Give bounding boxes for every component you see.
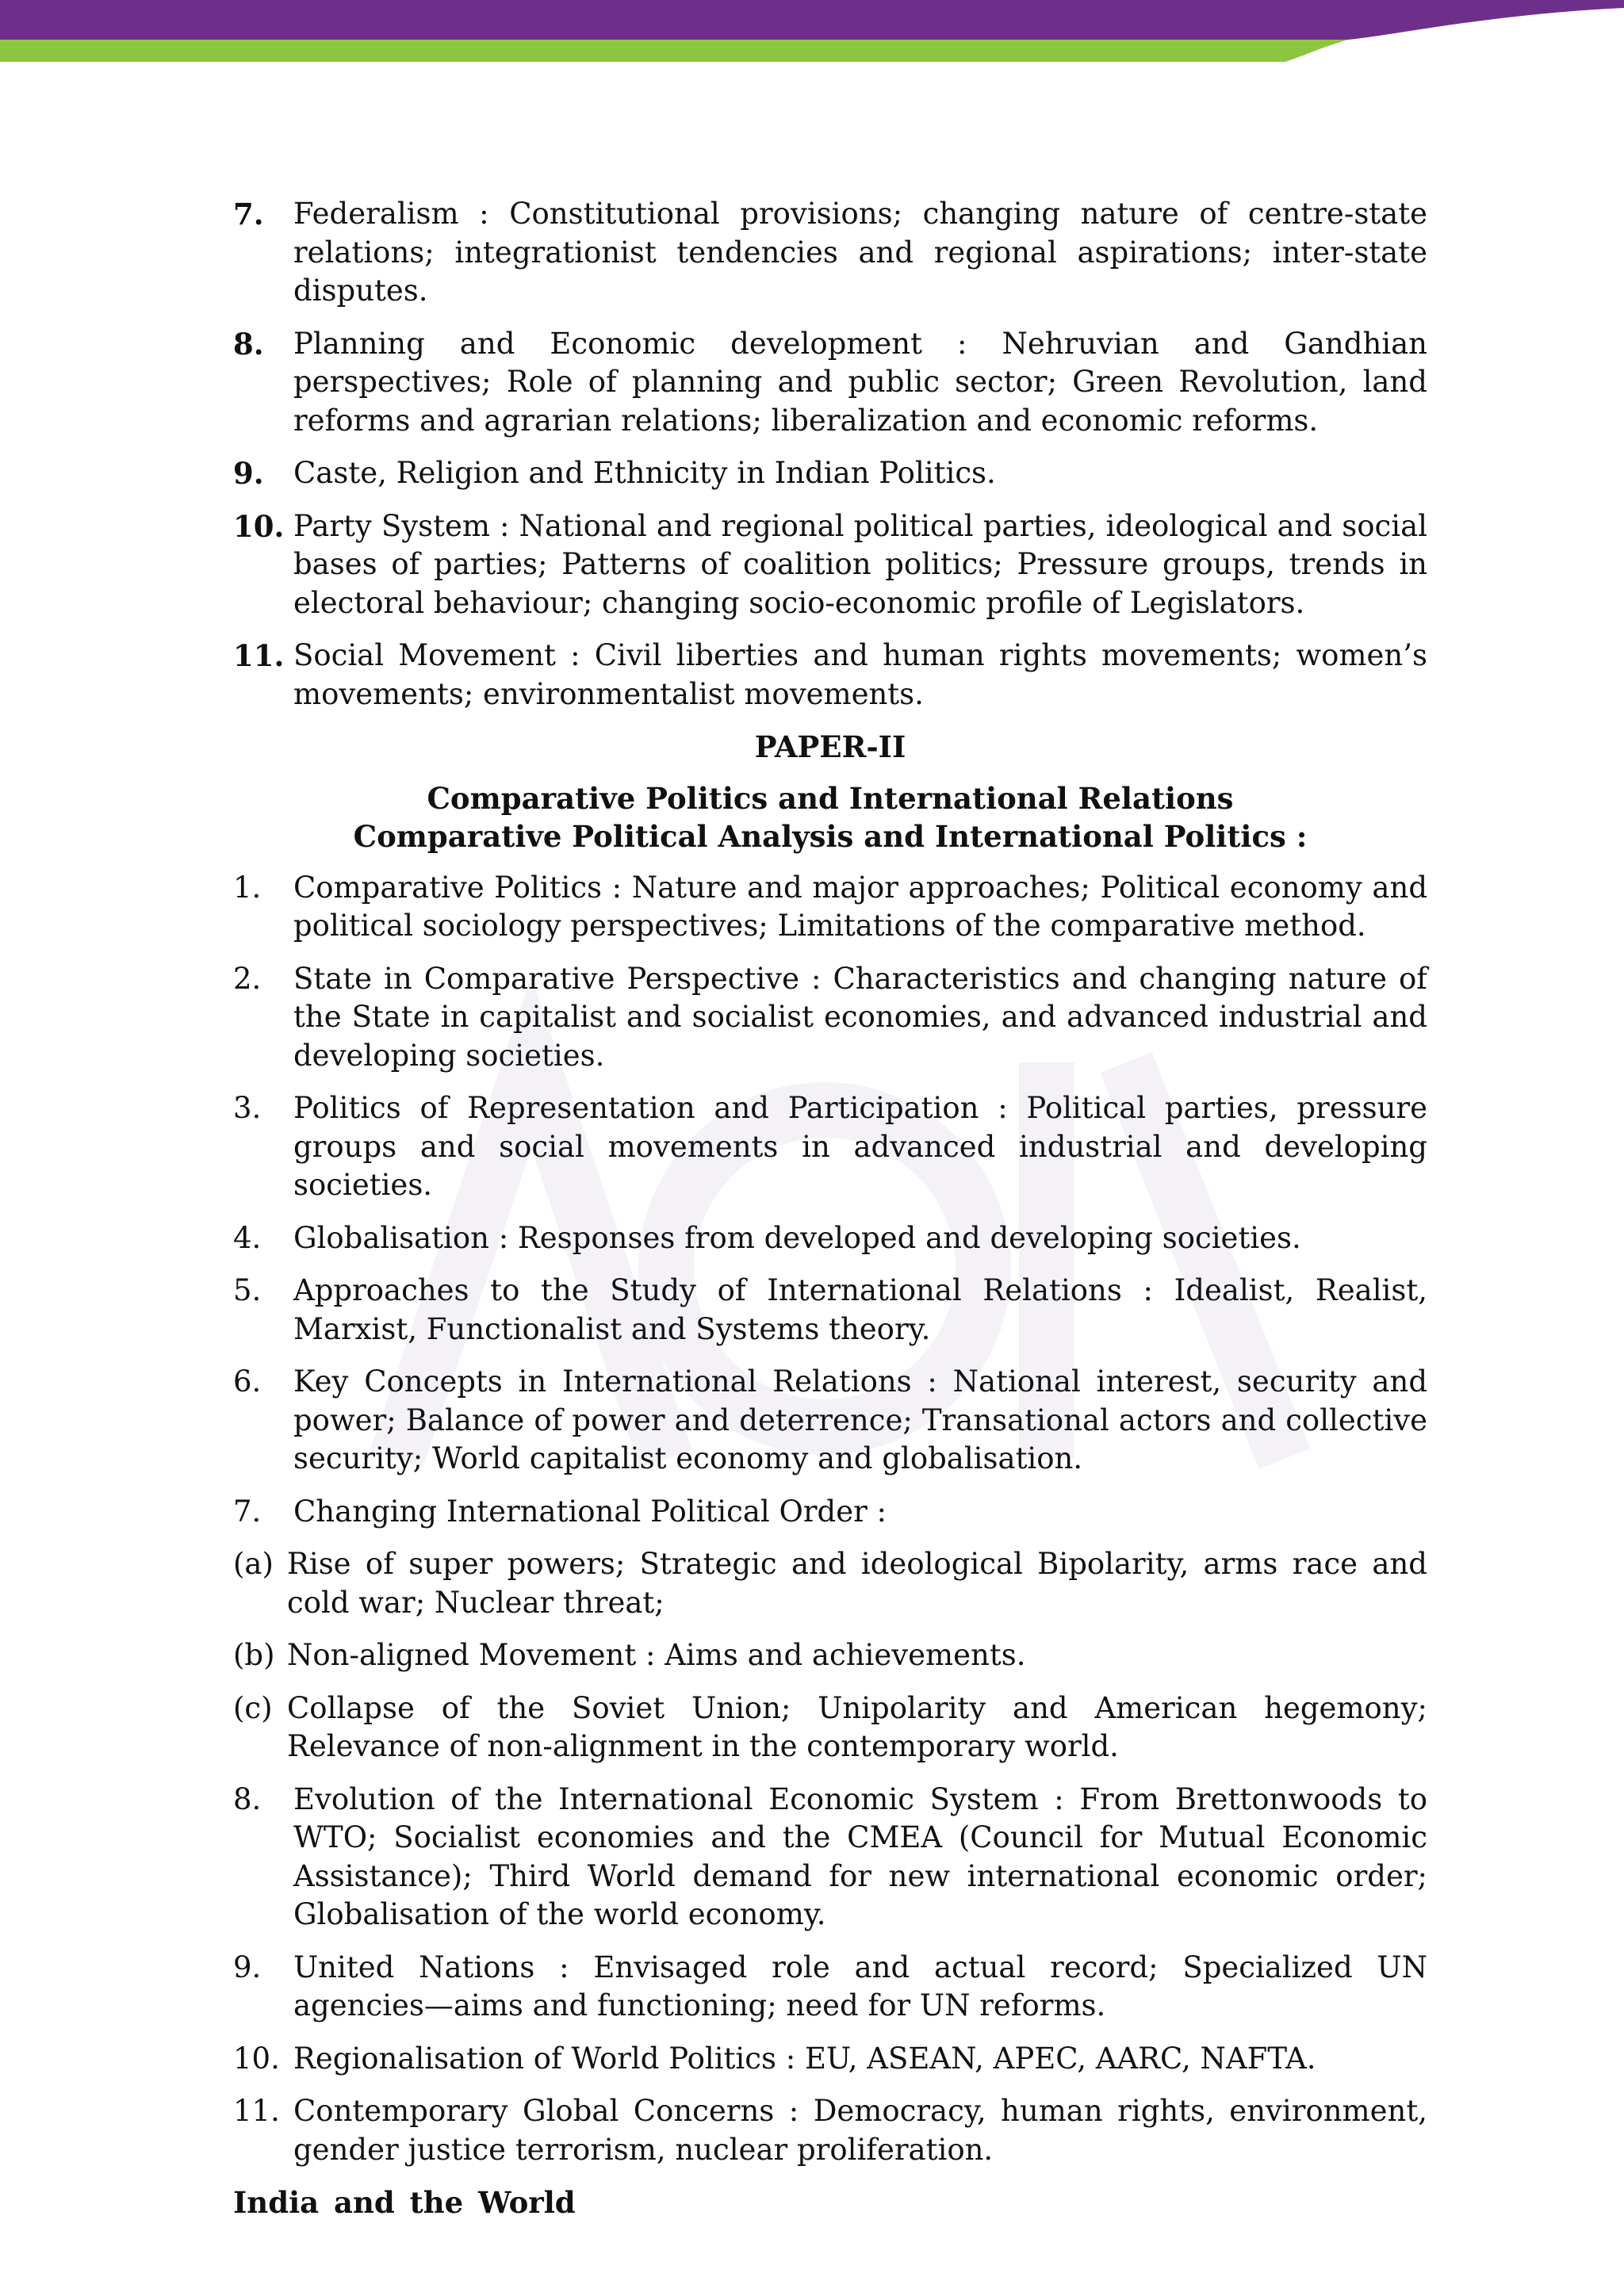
item-number: 3. xyxy=(233,1091,262,1125)
list-item xyxy=(233,1363,1427,1479)
paper-title: PAPER-II xyxy=(754,729,906,764)
item-number: 11. xyxy=(233,2094,280,2128)
item-text: Contemporary Global Concerns : Democracy, human rights, environment, gender justice terrorism, nuclear proliferation. xyxy=(293,2094,1427,2167)
item-text: State in Comparative Perspective : Characteristics and changing nature of the State in capitalist and socialist economies, and advanced industrial and developing societies. xyxy=(293,961,1427,1073)
list-item xyxy=(233,2092,1427,2169)
item-text: Key Concepts in International Relations : National interest, security and power; Balance of power and deterrence; Transational actors and collective security; World capitalist economy and globalisation. xyxy=(293,1364,1427,1475)
item-text: Rise of super powers; Strategic and ideological Bipolarity, arms race and cold war; Nuclear threat; xyxy=(287,1547,1427,1620)
list-item xyxy=(233,2040,1427,2079)
sub-list-item xyxy=(233,1689,1427,1766)
list-item xyxy=(233,507,1427,623)
item-number: 8. xyxy=(233,326,264,362)
item-text: Evolution of the International Economic System : From Brettonwoods to WTO; Socialist economies and the CMEA (Council for Mutual Economic Assistance); Third World demand for new international economic order; Globalisation of the world economy. xyxy=(293,1781,1427,1931)
list-item xyxy=(233,454,1427,493)
item-number: 10. xyxy=(233,508,285,544)
list-item xyxy=(233,960,1427,1076)
list-item xyxy=(233,1949,1427,2026)
item-number: 11. xyxy=(233,638,285,673)
item-number: 9. xyxy=(233,1950,262,1984)
item-letter: (a) xyxy=(233,1547,274,1581)
list-item xyxy=(233,1272,1427,1349)
list-item xyxy=(233,325,1427,441)
item-number: 7. xyxy=(233,197,264,232)
item-text: Globalisation : Responses from developed and developing societies. xyxy=(293,1220,1301,1255)
item-number: 2. xyxy=(233,961,262,996)
list-item xyxy=(233,869,1427,946)
item-text: Party System : National and regional political parties, ideological and social bases of parties; Patterns of coalition politics; Pressure groups, trends in electoral behaviour; changing socio-economic profile of Legislators. xyxy=(293,508,1427,620)
item-letter: (c) xyxy=(233,1690,273,1725)
item-text: Federalism : Constitutional provisions; changing nature of centre-state relations; integrationist tendencies and regional aspirations; inter-state disputes. xyxy=(293,197,1427,308)
paper-subtitle: Comparative Politics and International Relations xyxy=(427,780,1234,816)
section-heading: India and the World xyxy=(233,2185,576,2220)
item-letter: (b) xyxy=(233,1638,275,1672)
item-number: 6. xyxy=(233,1364,262,1399)
item-text: Approaches to the Study of International Relations : Idealist, Realist, Marxist, Functionalist and Systems theory. xyxy=(293,1273,1427,1346)
item-text: United Nations : Envisaged role and actual record; Specialized UN agencies—aims and functioning; need for UN reforms. xyxy=(293,1950,1427,2022)
item-number: 4. xyxy=(233,1220,262,1255)
item-text: Changing International Political Order : xyxy=(293,1494,887,1529)
item-number: 1. xyxy=(233,870,262,905)
item-number: 5. xyxy=(233,1273,262,1307)
green-band xyxy=(0,40,1348,62)
item-text: Regionalisation of World Politics : EU, ASEAN, APEC, AARC, NAFTA. xyxy=(293,2041,1316,2076)
sub-list-item xyxy=(233,1636,1427,1675)
item-number: 7. xyxy=(233,1494,262,1529)
list-item xyxy=(233,195,1427,311)
item-text: Collapse of the Soviet Union; Unipolarity and American hegemony; Relevance of non-alignment in the contemporary world. xyxy=(287,1690,1427,1763)
item-text: Comparative Politics : Nature and major approaches; Political economy and political sociology perspectives; Limitations of the comparative method. xyxy=(293,870,1427,943)
sub-list-item xyxy=(233,1545,1427,1622)
list-item xyxy=(233,637,1427,714)
item-text: Caste, Religion and Ethnicity in Indian Politics. xyxy=(293,456,996,490)
item-number: 10. xyxy=(233,2041,280,2076)
list-item xyxy=(233,1493,1427,1532)
item-number: 8. xyxy=(233,1781,262,1816)
section1-list xyxy=(233,195,1427,2222)
paper-subtitle: Comparative Political Analysis and International Politics : xyxy=(353,819,1308,854)
item-number: 9. xyxy=(233,456,264,491)
list-item xyxy=(233,1219,1427,1258)
item-text: Planning and Economic development : Nehruvian and Gandhian perspectives; Role of planning and public sector; Green Revolution, land reforms and agrarian relations; liberalization and economic reforms. xyxy=(293,326,1427,438)
item-text: Politics of Representation and Participation : Political parties, pressure groups and social movements in advanced industrial and developing societies. xyxy=(293,1091,1427,1202)
item-text: Social Movement : Civil liberties and human rights movements; women’s movements; environmentalist movements. xyxy=(293,638,1427,711)
header-color-band xyxy=(0,0,1624,71)
list-item xyxy=(233,1089,1427,1205)
purple-band xyxy=(0,0,1624,40)
list-item xyxy=(233,1781,1427,1934)
item-text: Non-aligned Movement : Aims and achievements. xyxy=(287,1638,1026,1672)
